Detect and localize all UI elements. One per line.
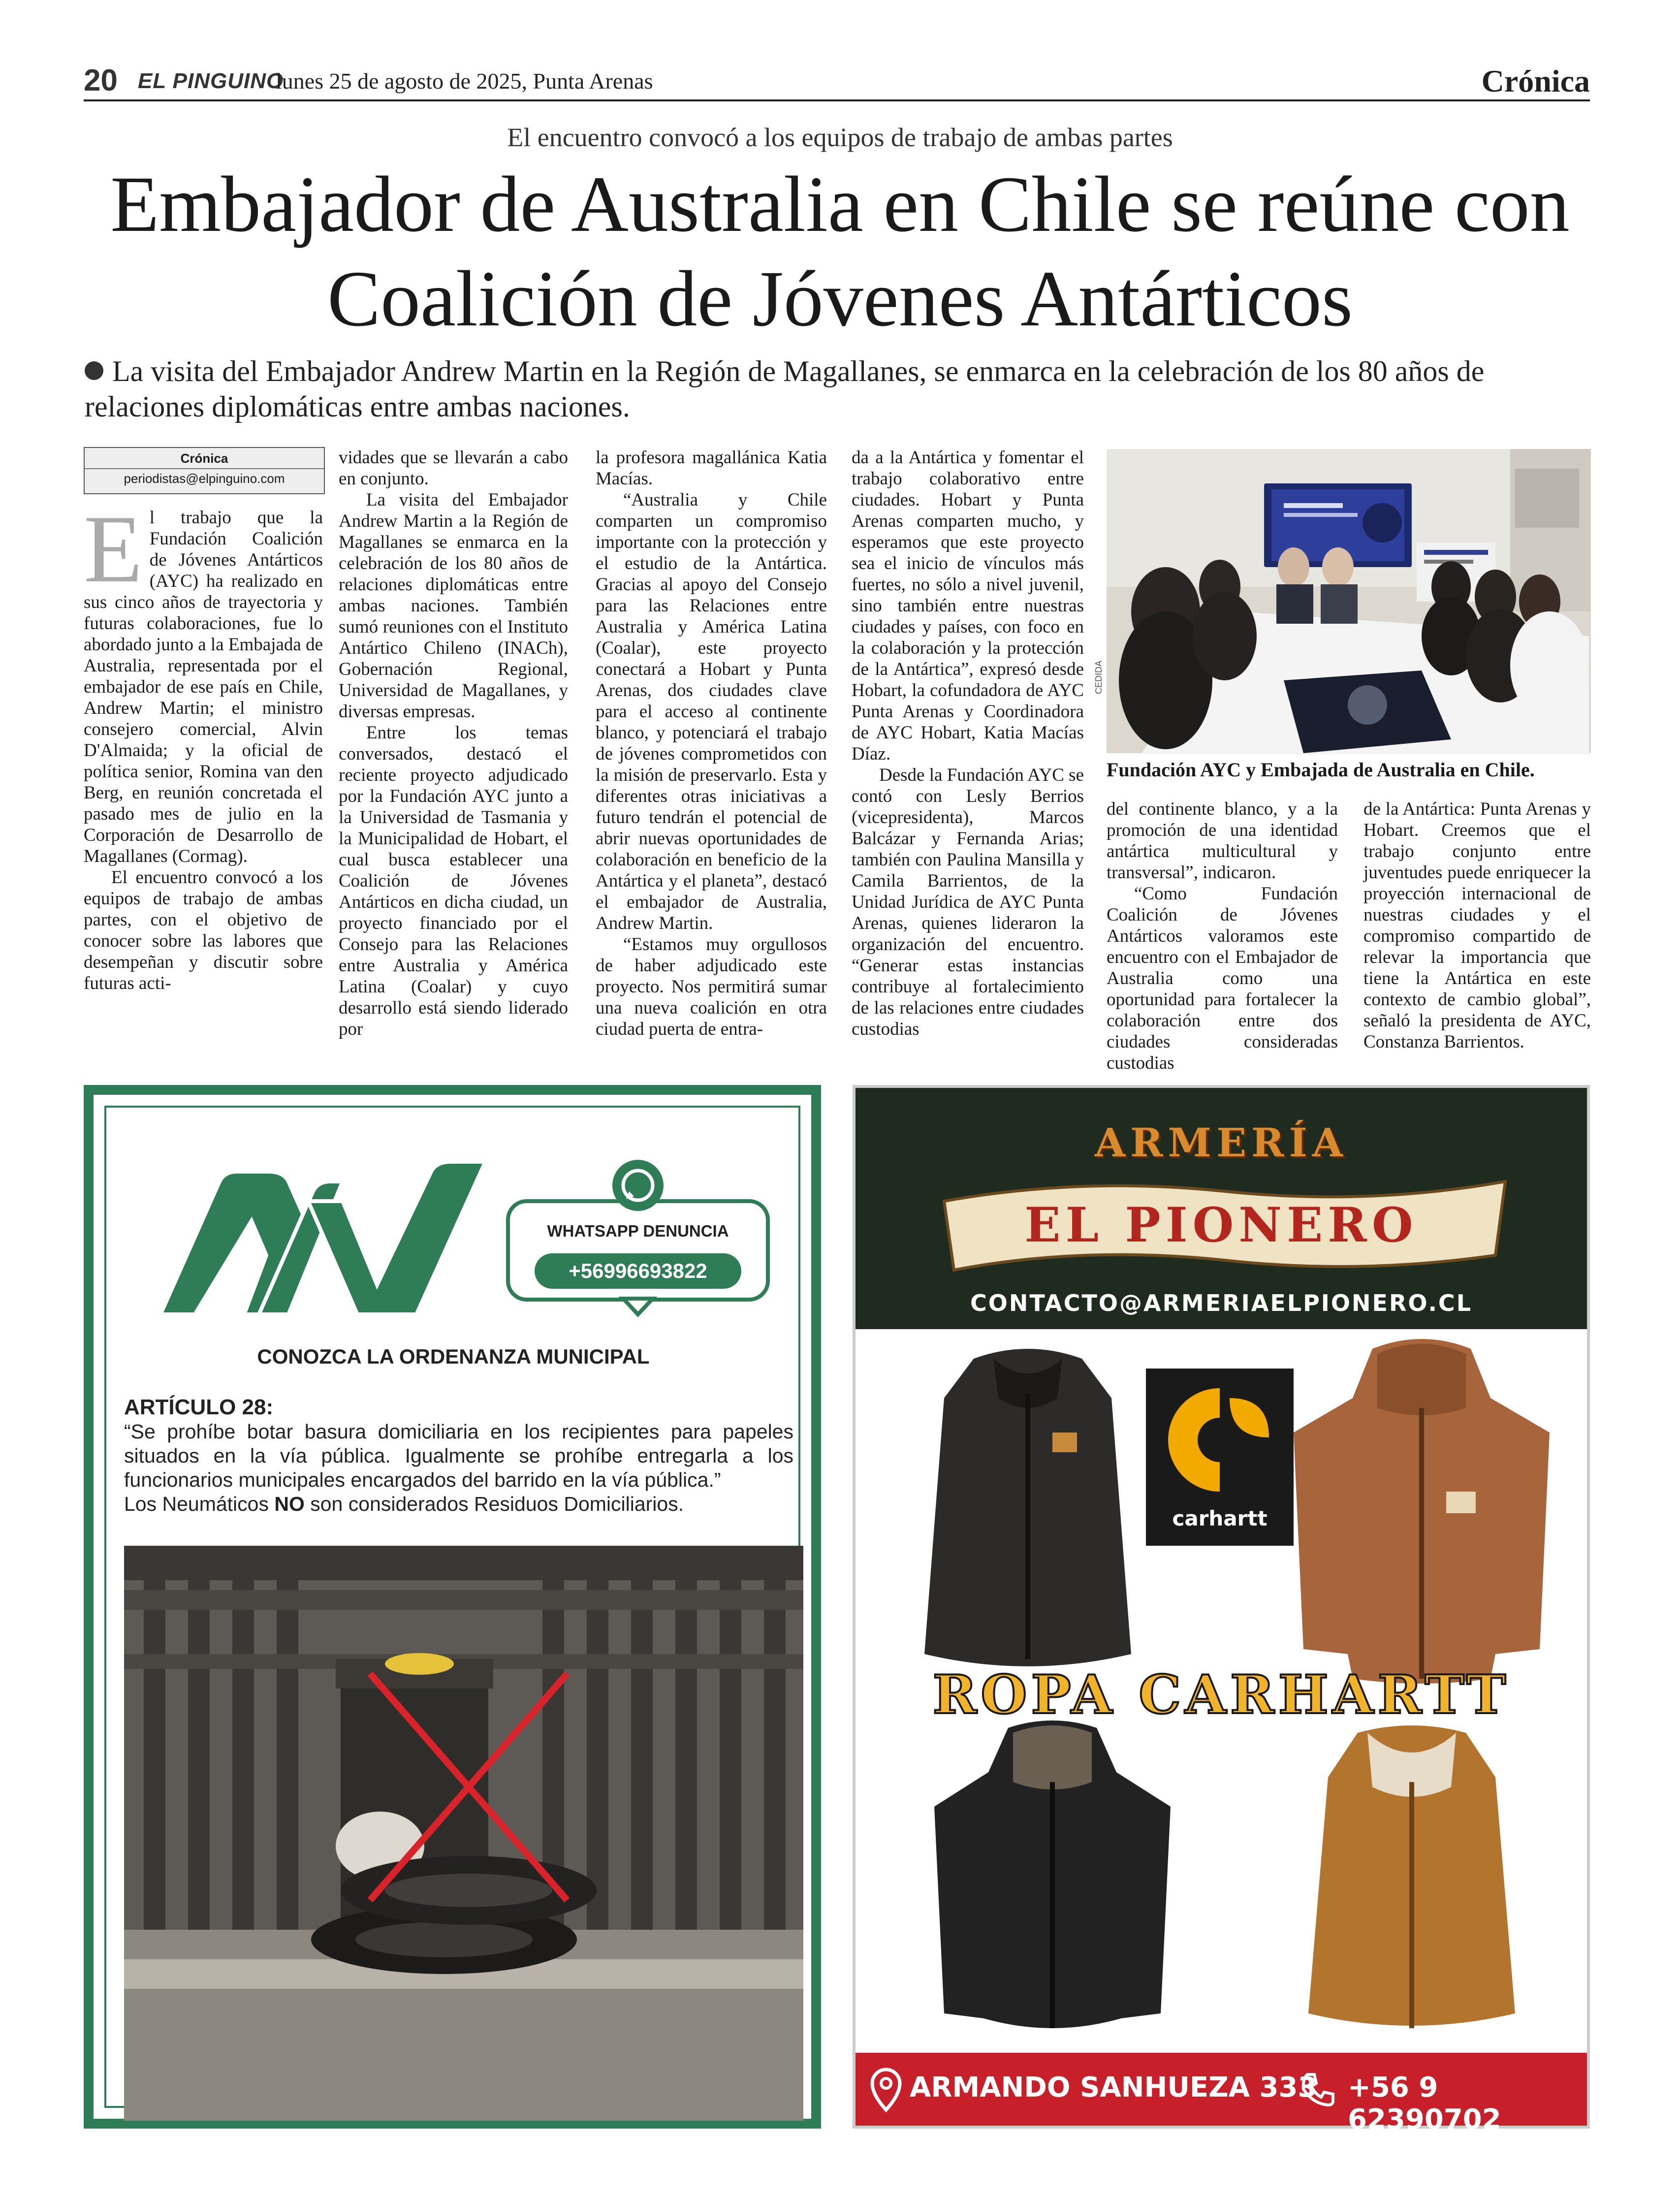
paragraph: El trabajo que la Fundación Coalición de Jóvenes Antárticos (AYC) ha realizado en sus cinco años de trayectoria y futuras colaboraciones, fue lo abordado junto a la Embajada de Australia, representada por el embajador de ese país en Chile, Andrew Martin; el ministro consejero comercial, Alvin D'Almaida; y la oficial de política senior, Romina van den Berg, en reunión concretada el pasado mes de julio en la Corporación de Desarrollo de Magallanes (Cormag). <box>84 496 323 866</box>
armeria-name-line1: ARMERÍA <box>1094 1119 1348 1166</box>
drop-cap: E <box>84 496 143 603</box>
paragraph: la profesora magallánica Katia Macías. <box>596 447 827 489</box>
paragraph: da a la Antártica y fomentar el trabajo colaborativo entre ciudades. Hobart y Punta Arenas comparten mucho, y esperamos que este proyecto sea el inicio de vínculos más fuertes, no sólo a nivel juvenil, sino también entre nuestras ciudades y países, con foco en la colaboración y la protección de la Antártica”, expresó desde Hobart, la cofundadora de AYC Punta Arenas y Coordinadora de AYC Hobart, Katia Macías Díaz. <box>852 447 1084 764</box>
meeting-photo <box>1107 449 1591 753</box>
article-lede <box>85 353 1591 424</box>
black-vest-illustration <box>900 1339 1156 1684</box>
article-column-2 <box>339 447 568 1057</box>
carhartt-wordmark: carhartt <box>1172 1506 1268 1530</box>
phone-icon <box>1299 2070 1338 2109</box>
photo-caption: Fundación AYC y Embajada de Australia en Chile. <box>1107 759 1535 781</box>
ordinance-article-text: “Se prohíbe botar basura domiciliaria en los recipientes para papeles situados en la vía pública. Igualmente se prohíbe entregarla a los funcionarios municipales encargados del barrido en la vía pública.” <box>124 1420 793 1491</box>
emphasis: NO <box>274 1493 305 1515</box>
ordinance-title: CONOZCA LA ORDENANZA MUNICIPAL <box>257 1345 650 1368</box>
article-column-6 <box>1363 798 1591 1054</box>
publication-name: EL PINGUINO <box>138 69 284 93</box>
whatsapp-label: WHATSAPP DENUNCIA <box>547 1222 729 1240</box>
ordinance-article-label: ARTÍCULO 28: <box>124 1395 274 1419</box>
section-name: Crónica <box>1481 64 1590 98</box>
tires-illustration <box>124 1546 803 2121</box>
armeria-email[interactable]: CONTACTO@ARMERIAELPIONERO.CL <box>970 1290 1472 1316</box>
byline-box <box>84 447 325 494</box>
carhartt-logo <box>1146 1369 1294 1546</box>
armeria-name-line2: EL PIONERO <box>1024 1197 1418 1253</box>
bullet-icon <box>85 361 103 380</box>
brown-jacket-illustration <box>1284 1334 1559 1688</box>
armeria-banner <box>856 1088 1587 1329</box>
tires-photo <box>124 1546 803 2121</box>
paragraph: La visita del Embajador Andrew Martin a la Región de Magallanes se enmarca en la celebración de los 80 años de relaciones diplomáticas entre ambas naciones. También sumó reuniones con el Instituto Antártico Chileno (INACh), Gobernación Regional, Universidad de Magallanes, y diversas empresas. <box>339 490 568 722</box>
paragraph: “Australia y Chile comparten un compromiso importante con la protección y el estudio de la Antártica. Gracias al apoyo del Consejo para las Relaciones entre Australia y América Latina (Coalar), este proyecto conectará a Hobart y Punta Arenas, dos ciudades clave para el acceso al continente blanco, y potenciará el trabajo de jóvenes comprometidos con la misión de preservarlo. Esta y diferentes otras iniciativas a futuro tendrán el potencial de abrir nuevas oportunidades de colaboración en beneficio de la Antártica y el planeta”, destacó el embajador de Australia, Andrew Martin. <box>596 490 827 933</box>
publication-date: lunes 25 de agosto de 2025, Punta Arenas <box>276 68 653 94</box>
page-header <box>84 63 1590 101</box>
ordinance-note: Los Neumáticos NO son considerados Residuos Domiciliarios. <box>124 1493 684 1515</box>
article-headline: Embajador de Australia en Chile se reúne con Coalición de Jóvenes Antárticos <box>110 160 1570 343</box>
photo-credit: CEDIDA <box>1094 660 1104 694</box>
paragraph: Desde la Fundación AYC se contó con Lesly Berrios (vicepresidenta), Marcos Balcázar y Fernanda Arias; también con Paulina Mansilla y Camila Barrientos, de la Unidad Jurídica de AYC Punta Arenas, quienes lideraron la organización del encuentro. “Generar estas instancias contribuye al fortalecimiento de las relaciones entre ciudades custodias <box>852 765 1084 1039</box>
lede-text: La visita del Embajador Andrew Martin en la Región de Magallanes, se enmarca en la celebración de los 80 años de relaciones diplomáticas entre ambas naciones. <box>85 355 1485 423</box>
paragraph: El encuentro convocó a los equipos de trabajo de ambas partes, con el objetivo de conocer sobre las labores que desempeñan y discutir sobre futuras acti- <box>84 867 323 993</box>
paragraph: del continente blanco, y a la promoción de una identidad antártica multicultural y transversal”, indicaron. <box>1107 799 1338 883</box>
article-column-1 <box>84 496 323 1117</box>
paragraph: vidades que se llevarán a cabo en conjunto. <box>339 447 568 489</box>
armeria-address: ARMANDO SANHUEZA 333 <box>910 2071 1317 2103</box>
article-column-4 <box>852 447 1084 1057</box>
municipal-ad <box>84 1085 821 2129</box>
meeting-illustration <box>1107 449 1591 753</box>
municipal-ad-inner <box>104 1106 800 2108</box>
armeria-phone[interactable]: +56 9 62390702 <box>1348 2071 1501 2135</box>
whatsapp-phone[interactable]: +56996693822 <box>535 1253 741 1289</box>
paragraph: “Estamos muy orgullosos de haber adjudicado este proyecto. Nos permitirá sumar una nueva coalición en otra ciudad puerta de entra- <box>596 934 827 1039</box>
location-pin-icon <box>870 2068 902 2112</box>
paragraph: de la Antártica: Punta Arenas y Hobart. Creemos que el trabajo conjunto entre juventudes puede enriquecer la proyección internacional de nuestras ciudades y el compromiso compartido de relevar la importancia que tiene la Antártica en este contexto de cambio global”, señaló la presidenta de AYC, Constanza Barrientos. <box>1363 799 1591 1052</box>
black-jacket-illustration <box>924 1718 1180 2043</box>
page-number: 20 <box>84 64 118 97</box>
paragraph: “Como Fundación Coalición de Jóvenes Antárticos valoramos este encuentro con el Embajador de Australia como una oportunidad para fortalecer la colaboración entre dos ciudades consideradas custodias <box>1107 884 1338 1073</box>
brown-vest-illustration <box>1284 1718 1540 2043</box>
article-column-5 <box>1107 798 1338 1073</box>
carhartt-headline: ROPA CARHARTT <box>932 1664 1510 1726</box>
article-kicker: El encuentro convocó a los equipos de trabajo de ambas partes <box>507 123 1173 152</box>
byline-name: Crónica <box>180 451 228 466</box>
byline-email: periodistas@elpinguino.com <box>85 468 324 486</box>
whatsapp-box <box>505 1157 771 1315</box>
armeria-ad <box>853 1085 1590 2135</box>
paragraph: Entre los temas conversados, destacó el reciente proyecto adjudicado por la Fundación AYC junto a la Universidad de Tasmania y la Municipalidad de Hobart, el cual busca establecer una Coalición de Jóvenes Antárticos en dicha ciudad, un proyecto financiado por el Consejo para las Relaciones entre Australia y América Latina (Coalar) y cuyo desarrollo está siendo liderado por <box>339 723 568 1039</box>
carhartt-c-icon <box>1166 1383 1274 1497</box>
armeria-contact-bar <box>856 2053 1587 2135</box>
municipal-logo-icon <box>146 1152 500 1329</box>
article-column-3 <box>596 447 827 1057</box>
